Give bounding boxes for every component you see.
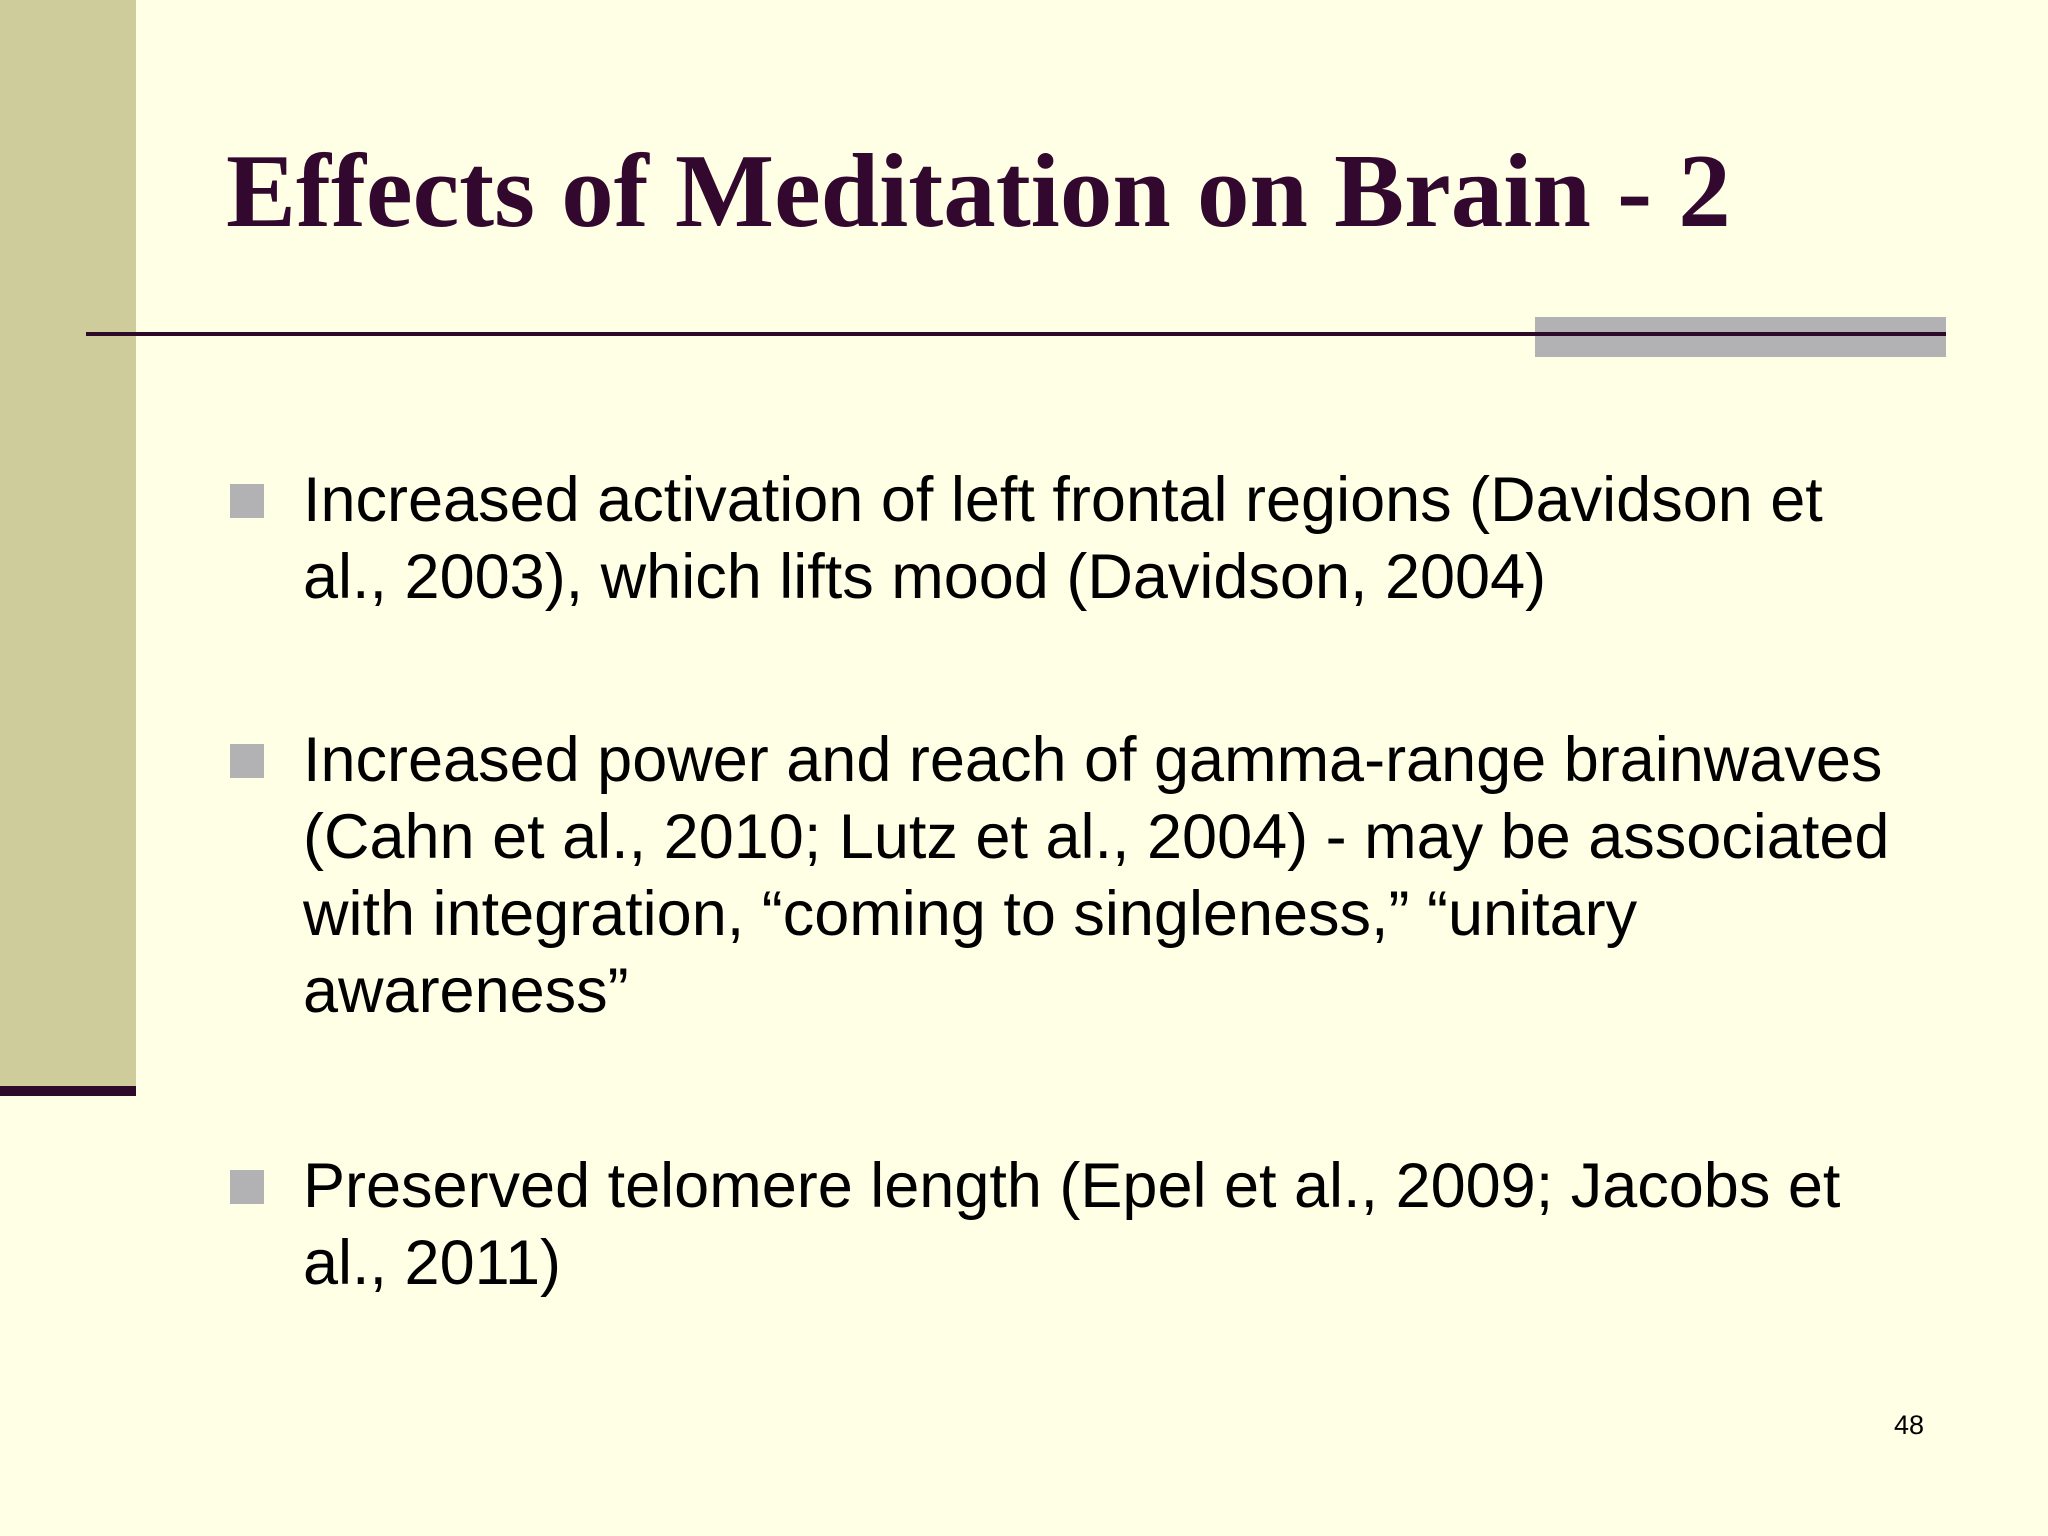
side-accent-bar-rule	[0, 1086, 136, 1096]
square-bullet-icon	[230, 1170, 264, 1204]
square-bullet-icon	[230, 744, 264, 778]
square-bullet-icon	[230, 484, 264, 518]
bullet-item	[230, 722, 1910, 1030]
title-rule-accent	[1535, 317, 1946, 357]
bullet-item	[230, 462, 1910, 616]
bullet-item	[230, 1148, 1910, 1302]
page-number: 48	[1893, 1410, 1924, 1440]
title-rule	[86, 332, 1946, 336]
slide-title: Effects of Meditation on Brain - 2	[226, 132, 1731, 249]
bullet-list	[230, 462, 1910, 1408]
bullet-text: Increased activation of left frontal regions (Davidson et al., 2003), which lifts mood (Davidson, 2004)	[303, 465, 1823, 612]
bullet-text: Increased power and reach of gamma-range brainwaves (Cahn et al., 2010; Lutz et al., 2004) - may be associated with integration, “coming to singleness,” “unitary awareness”	[303, 725, 1890, 1026]
bullet-text: Preserved telomere length (Epel et al., 2009; Jacobs et al., 2011)	[303, 1151, 1841, 1298]
side-accent-bar	[0, 0, 136, 1088]
